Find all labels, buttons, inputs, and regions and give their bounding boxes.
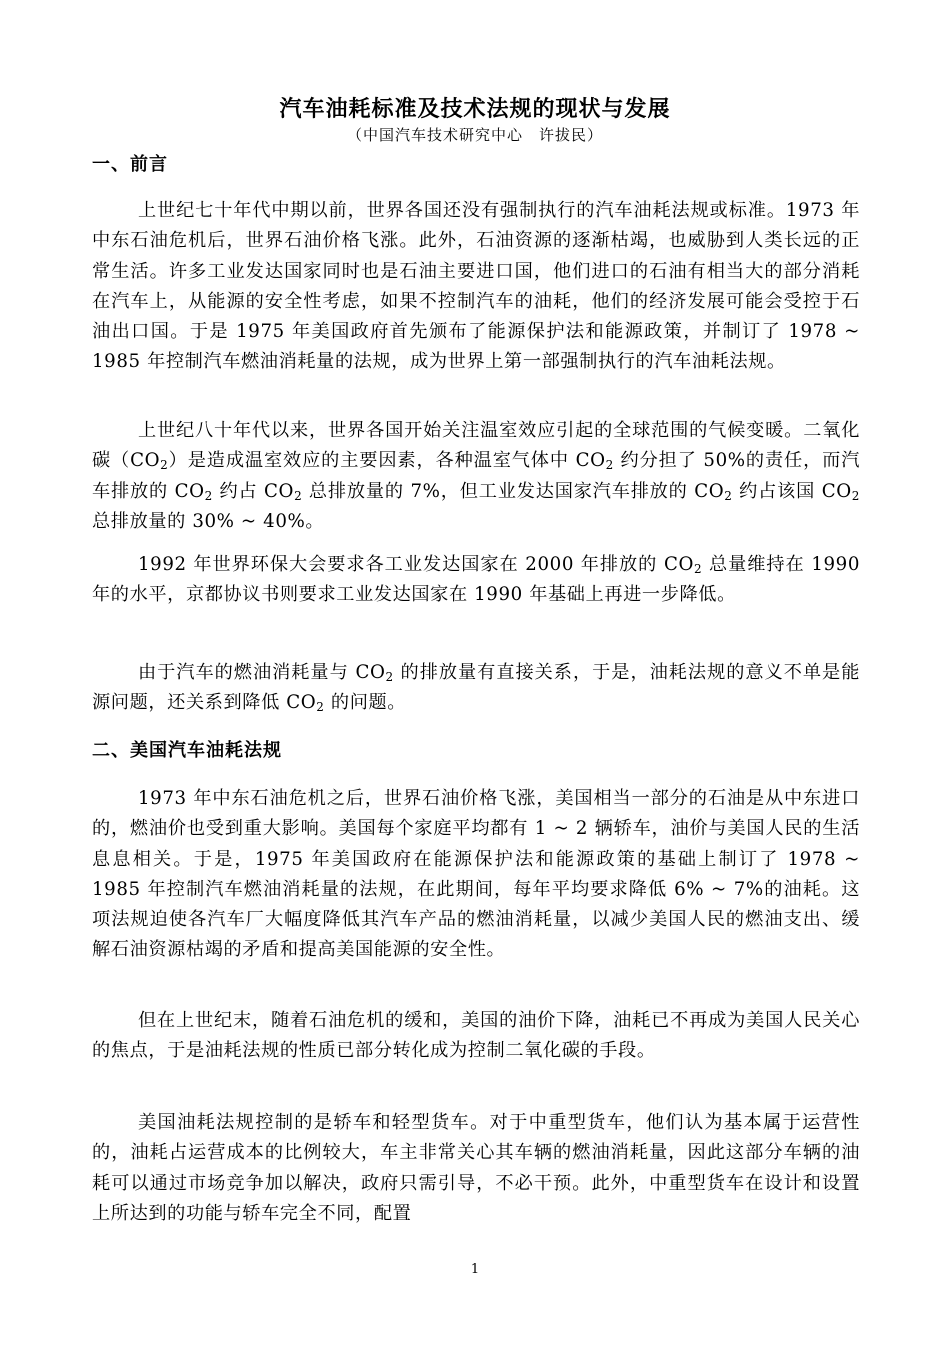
paragraph: 美国油耗法规控制的是轿车和轻型货车。对于中重型货车，他们认为基本属于运营性的，油耗占运营成本的比例较大，车主非常关心其车辆的燃油消耗量，因此这部分车辆的油耗可以通过市场竞争加以解决，政府只需引导，不必干预。此外，中重型货车在设计和设置上所达到的功能与轿车完全不同，配置 bbox=[92, 1112, 860, 1224]
paragraph: 但在上世纪末，随着石油危机的缓和，美国的油价下降，油耗已不再成为美国人民关心的焦点，于是油耗法规的性质已部分转化成为控制二氧化碳的手段。 bbox=[92, 1010, 860, 1062]
document-title: 汽车油耗标准及技术法规的现状与发展 bbox=[279, 96, 671, 122]
document-author: （中国汽车技术研究中心 许拔民） bbox=[346, 126, 603, 144]
section-1-heading: 一、前言 bbox=[92, 154, 168, 175]
section-2-heading: 二、美国汽车油耗法规 bbox=[92, 740, 282, 761]
paragraph: 上世纪七十年代中期以前，世界各国还没有强制执行的汽车油耗法规或标准。1973 年中东石油危机后，世界石油价格飞涨。此外，石油资源的逐渐枯竭，也威胁到人类长远的正常生活。许多工业发达国家同时也是石油主要进口国，他们进口的石油有相当大的部分消耗在汽车上，从能源的安全性考虑，如果不控制汽车的油耗，他们的经济发展可能会受控于石油出口国。于是 1975 年美国政府首先颁布了能源保护法和能源政策，并制订了 1978 ~ 1985 年控制汽车燃油消耗量的法规，成为世界上第一部强制执行的汽车油耗法规。 bbox=[92, 200, 860, 373]
paragraph: 1973 年中东石油危机之后，世界石油价格飞涨，美国相当一部分的石油是从中东进口的，燃油价也受到重大影响。美国每个家庭平均都有 1 ~ 2 辆轿车，油价与美国人民的生活息息相关。于是，1975 年美国政府在能源保护法和能源政策的基础上制订了 1978 ~ 1985 年控制汽车燃油消耗量的法规，在此期间，每年平均要求降低 6% ~ 7%的油耗。这项法规迫使各汽车厂大幅度降低其汽车产品的燃油消耗量，以减少美国人民的燃油支出、缓解石油资源枯竭的矛盾和提高美国能源的安全性。 bbox=[92, 788, 860, 961]
paragraph: 由于汽车的燃油消耗量与 $CO_2$ 的排放量有直接关系，于是，油耗法规的意义不单是能源问题，还关系到降低 $CO_2$ 的问题。 bbox=[92, 662, 860, 715]
paragraph: 上世纪八十年代以来，世界各国开始关注温室效应引起的全球范围的气候变暖。二氧化碳$(CO_2)$是造成温室效应的主要因素，各种温室气体中 $CO_2$ 约分担了 50%的责任，而汽车排放的 $CO_2$ 约占 $CO_2$ 总排放量的 7%，但工业发达国家汽车排放的 $CO_2$ 约占该国 $CO_2$ 总排放量的 30% ~ 40%。 bbox=[92, 420, 860, 532]
page-number: 1 bbox=[470, 1262, 480, 1277]
paragraph: 1992 年世界环保大会要求各工业发达国家在 2000 年排放的 $CO_2$ 总量维持在 1990 年的水平，京都协议书则要求工业发达国家在 1990 年基础上再进一步降低。 bbox=[92, 554, 861, 606]
